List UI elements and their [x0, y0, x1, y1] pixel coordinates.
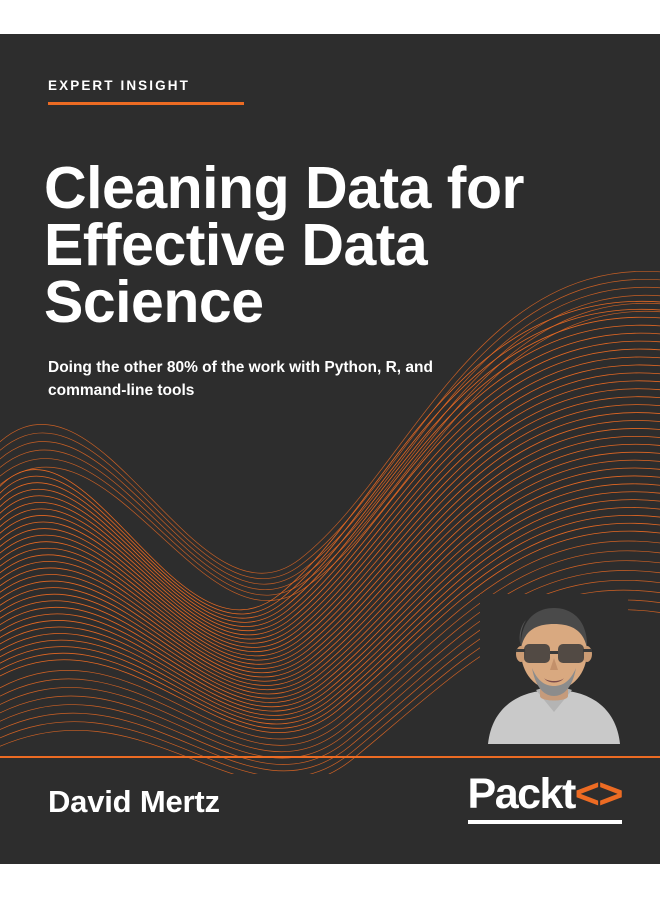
accent-rule-top — [48, 102, 244, 105]
book-subtitle: Doing the other 80% of the work with Python, R, and command-line tools — [48, 359, 433, 400]
cover-bottom-margin — [0, 864, 660, 900]
book-title: Cleaning Data for Effective Data Science — [44, 154, 524, 335]
publisher-mark: <> — [574, 770, 622, 818]
publisher-name: Packt — [467, 770, 575, 818]
author-name: David Mertz — [48, 784, 220, 819]
cover-dark-panel — [0, 34, 660, 864]
accent-rule-bottom — [0, 756, 660, 758]
author-portrait — [480, 594, 628, 744]
cover-top-margin — [0, 0, 660, 34]
eyebrow-label: EXPERT INSIGHT — [48, 78, 190, 93]
packt-logo — [467, 770, 622, 824]
